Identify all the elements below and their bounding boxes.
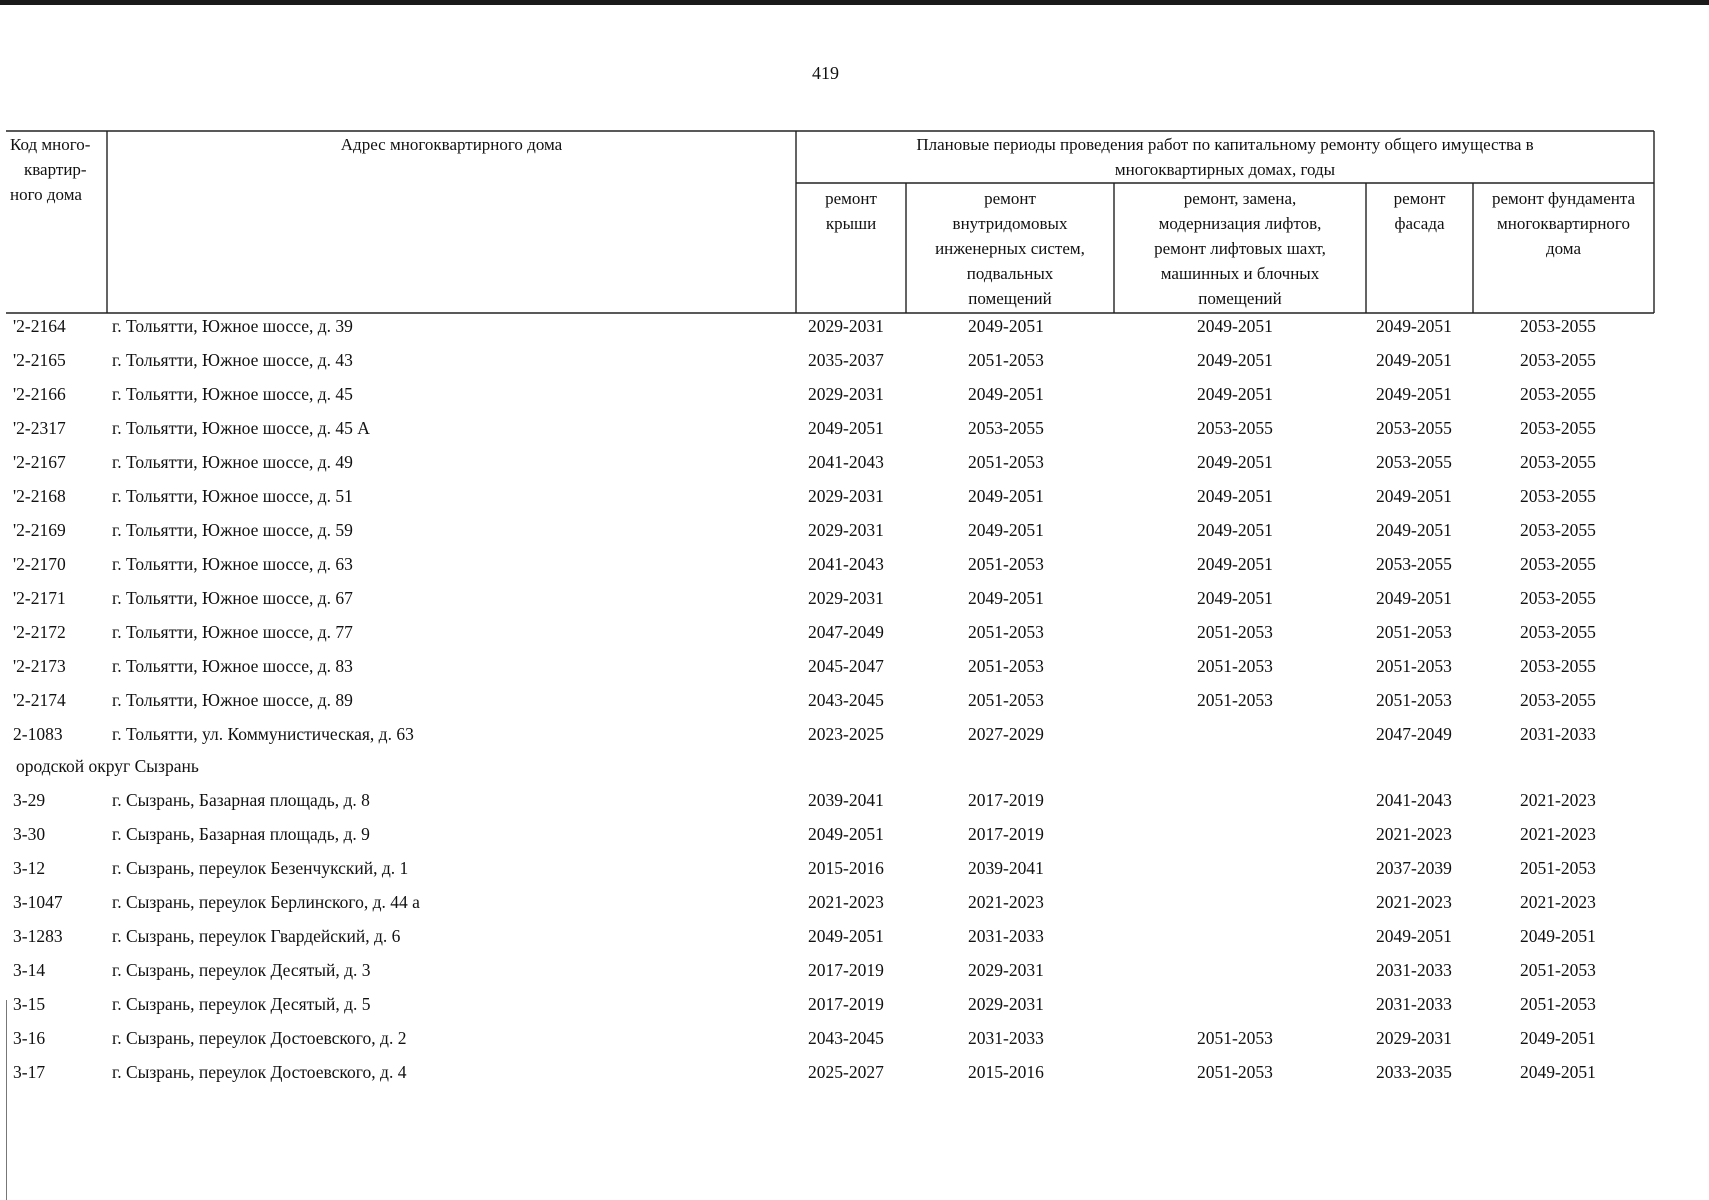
cell-roof: 2021-2023: [808, 892, 884, 912]
cell-foundation: 2049-2051: [1520, 1028, 1596, 1048]
cell-code: '2-2169: [13, 520, 66, 540]
cell-roof: 2029-2031: [808, 384, 884, 404]
header-code-line: Код много-: [10, 135, 91, 154]
cell-engineering: 2051-2053: [968, 622, 1044, 642]
header-engineering-line: инженерных систем,: [935, 239, 1085, 258]
cell-code: 3-30: [13, 824, 46, 844]
cell-lifts: 2053-2055: [1197, 418, 1273, 438]
cell-foundation: 2031-2033: [1520, 724, 1596, 744]
cell-foundation: 2049-2051: [1520, 1062, 1596, 1082]
cell-code: 3-14: [13, 960, 46, 980]
cell-foundation: 2021-2023: [1520, 790, 1596, 810]
cell-lifts: 2049-2051: [1197, 554, 1273, 574]
header-roof: [796, 186, 906, 236]
cell-roof: 2025-2027: [808, 1062, 884, 1082]
cell-code: 3-15: [13, 994, 46, 1014]
cell-lifts: 2049-2051: [1197, 452, 1273, 472]
cell-lifts: 2049-2051: [1197, 316, 1273, 336]
header-facade-line: фасада: [1394, 214, 1445, 233]
cell-address: г. Тольятти, Южное шоссе, д. 49: [112, 452, 353, 472]
section-label: ородской округ Сызрань: [16, 756, 199, 776]
table-row: [0, 1057, 1709, 1087]
cell-code: '2-2166: [13, 384, 66, 404]
cell-address: г. Тольятти, Южное шоссе, д. 67: [112, 588, 353, 608]
cell-roof: 2049-2051: [808, 824, 884, 844]
cell-roof: 2039-2041: [808, 790, 884, 810]
cell-engineering: 2051-2053: [968, 690, 1044, 710]
cell-engineering: 2021-2023: [968, 892, 1044, 912]
cell-facade: 2049-2051: [1376, 350, 1452, 370]
cell-address: г. Тольятти, Южное шоссе, д. 77: [112, 622, 353, 642]
cell-facade: 2031-2033: [1376, 960, 1452, 980]
cell-foundation: 2053-2055: [1520, 690, 1596, 710]
cell-facade: 2021-2023: [1376, 892, 1452, 912]
cell-roof: 2045-2047: [808, 656, 884, 676]
header-code-line: ного дома: [10, 185, 82, 204]
header-lifts-line: ремонт, замена,: [1183, 189, 1297, 208]
cell-engineering: 2017-2019: [968, 824, 1044, 844]
cell-code: '2-2164: [13, 316, 66, 336]
cell-engineering: 2053-2055: [968, 418, 1044, 438]
table-row: [0, 719, 1709, 749]
cell-address: г. Сызрань, переулок Безенчукский, д. 1: [112, 858, 409, 878]
header-foundation-line: ремонт фундамента: [1491, 189, 1636, 208]
cell-facade: 2037-2039: [1376, 858, 1452, 878]
cell-lifts: 2049-2051: [1197, 350, 1273, 370]
cell-address: г. Сызрань, Базарная площадь, д. 9: [112, 824, 370, 844]
table-row: [0, 413, 1709, 443]
header-group-line: Плановые периоды проведения работ по капитальному ремонту общего имущества в: [916, 135, 1534, 154]
cell-address: г. Тольятти, Южное шоссе, д. 63: [112, 554, 353, 574]
header-group-line: многоквартирных домах, годы: [1114, 160, 1336, 179]
cell-facade: 2053-2055: [1376, 452, 1452, 472]
table-row: [0, 549, 1709, 579]
header-code: [10, 132, 106, 207]
cell-code: '2-2167: [13, 452, 66, 472]
cell-address: г. Тольятти, ул. Коммунистическая, д. 63: [112, 724, 414, 744]
cell-roof: 2029-2031: [808, 486, 884, 506]
cell-foundation: 2021-2023: [1520, 892, 1596, 912]
header-lifts: [1114, 186, 1366, 311]
cell-lifts: 2051-2053: [1197, 1062, 1273, 1082]
cell-address: г. Тольятти, Южное шоссе, д. 89: [112, 690, 353, 710]
header-planned-periods: [796, 132, 1654, 182]
cell-engineering: 2031-2033: [968, 1028, 1044, 1048]
table-row: [0, 379, 1709, 409]
cell-foundation: 2053-2055: [1520, 588, 1596, 608]
cell-code: 3-16: [13, 1028, 46, 1048]
cell-address: г. Тольятти, Южное шоссе, д. 43: [112, 350, 353, 370]
cell-code: 2-1083: [13, 724, 63, 744]
table-row: [0, 617, 1709, 647]
header-roof-line: ремонт: [825, 189, 877, 208]
cell-engineering: 2029-2031: [968, 994, 1044, 1014]
cell-facade: 2049-2051: [1376, 486, 1452, 506]
cell-foundation: 2053-2055: [1520, 418, 1596, 438]
table-row: [0, 685, 1709, 715]
header-engineering-line: ремонт: [984, 189, 1036, 208]
cell-foundation: 2053-2055: [1520, 452, 1596, 472]
cell-engineering: 2029-2031: [968, 960, 1044, 980]
header-code-line: квартир-: [24, 160, 87, 179]
table-row: [0, 311, 1709, 341]
header-lifts-line: помещений: [1198, 289, 1282, 308]
cell-address: г. Тольятти, Южное шоссе, д. 45: [112, 384, 353, 404]
cell-facade: 2047-2049: [1376, 724, 1452, 744]
cell-facade: 2049-2051: [1376, 316, 1452, 336]
cell-foundation: 2053-2055: [1520, 656, 1596, 676]
cell-engineering: 2049-2051: [968, 384, 1044, 404]
cell-code: 3-29: [13, 790, 46, 810]
cell-foundation: 2051-2053: [1520, 858, 1596, 878]
header-lifts-line: модернизация лифтов,: [1158, 214, 1322, 233]
cell-lifts: 2049-2051: [1197, 588, 1273, 608]
cell-roof: 2029-2031: [808, 588, 884, 608]
cell-lifts: 2051-2053: [1197, 622, 1273, 642]
table-row: [0, 481, 1709, 511]
cell-address: г. Тольятти, Южное шоссе, д. 51: [112, 486, 353, 506]
cell-code: '2-2172: [13, 622, 66, 642]
cell-facade: 2029-2031: [1376, 1028, 1452, 1048]
cell-address: г. Сызрань, переулок Десятый, д. 3: [112, 960, 371, 980]
cell-address: г. Сызрань, переулок Достоевского, д. 4: [112, 1062, 407, 1082]
header-facade-line: ремонт: [1393, 189, 1446, 208]
cell-lifts: 2051-2053: [1197, 690, 1273, 710]
cell-engineering: 2015-2016: [968, 1062, 1044, 1082]
cell-address: г. Сызрань, переулок Достоевского, д. 2: [112, 1028, 407, 1048]
cell-foundation: 2053-2055: [1520, 554, 1596, 574]
cell-engineering: 2039-2041: [968, 858, 1044, 878]
cell-roof: 2017-2019: [808, 994, 884, 1014]
cell-code: 3-1047: [13, 892, 63, 912]
cell-roof: 2023-2025: [808, 724, 884, 744]
header-engineering-line: подвальных: [966, 264, 1054, 283]
header-foundation-line: многоквартирного: [1497, 214, 1630, 233]
cell-lifts: 2051-2053: [1197, 656, 1273, 676]
cell-engineering: 2051-2053: [968, 554, 1044, 574]
cell-address: г. Тольятти, Южное шоссе, д. 39: [112, 316, 353, 336]
header-address: Адрес многоквартирного дома: [340, 135, 563, 154]
cell-engineering: 2027-2029: [968, 724, 1044, 744]
cell-code: '2-2165: [13, 350, 66, 370]
cell-address: г. Сызрань, переулок Гвардейский, д. 6: [112, 926, 401, 946]
cell-roof: 2047-2049: [808, 622, 884, 642]
cell-roof: 2015-2016: [808, 858, 884, 878]
cell-facade: 2051-2053: [1376, 622, 1452, 642]
cell-lifts: 2051-2053: [1197, 1028, 1273, 1048]
cell-facade: 2053-2055: [1376, 418, 1452, 438]
header-foundation-line: дома: [1545, 239, 1581, 258]
cell-address: г. Тольятти, Южное шоссе, д. 59: [112, 520, 353, 540]
header-roof-line: крыши: [825, 214, 877, 233]
cell-foundation: 2051-2053: [1520, 994, 1596, 1014]
cell-roof: 2041-2043: [808, 554, 884, 574]
cell-engineering: 2031-2033: [968, 926, 1044, 946]
table-row: [0, 785, 1709, 815]
table-row: [0, 921, 1709, 951]
cell-engineering: 2049-2051: [968, 520, 1044, 540]
header-lifts-line: ремонт лифтовых шахт,: [1154, 239, 1326, 258]
cell-engineering: 2051-2053: [968, 452, 1044, 472]
cell-engineering: 2049-2051: [968, 486, 1044, 506]
cell-foundation: 2053-2055: [1520, 316, 1596, 336]
table-row: [0, 1023, 1709, 1053]
cell-foundation: 2053-2055: [1520, 622, 1596, 642]
cell-roof: 2035-2037: [808, 350, 884, 370]
cell-code: '2-2168: [13, 486, 66, 506]
table-row: [0, 853, 1709, 883]
cell-roof: 2029-2031: [808, 316, 884, 336]
cell-engineering: 2017-2019: [968, 790, 1044, 810]
cell-foundation: 2053-2055: [1520, 486, 1596, 506]
header-engineering-line: внутридомовых: [952, 214, 1068, 233]
cell-roof: 2049-2051: [808, 926, 884, 946]
cell-lifts: 2049-2051: [1197, 486, 1273, 506]
table-row: [0, 583, 1709, 613]
table-row: [0, 651, 1709, 681]
cell-foundation: 2053-2055: [1520, 350, 1596, 370]
cell-roof: 2017-2019: [808, 960, 884, 980]
cell-facade: 2021-2023: [1376, 824, 1452, 844]
cell-facade: 2053-2055: [1376, 554, 1452, 574]
cell-foundation: 2049-2051: [1520, 926, 1596, 946]
header-engineering: [906, 186, 1114, 311]
cell-roof: 2043-2045: [808, 690, 884, 710]
cell-address: г. Сызрань, Базарная площадь, д. 8: [112, 790, 370, 810]
cell-engineering: 2051-2053: [968, 350, 1044, 370]
cell-address: г. Тольятти, Южное шоссе, д. 45 А: [112, 418, 370, 438]
cell-code: 3-12: [13, 858, 46, 878]
cell-facade: 2031-2033: [1376, 994, 1452, 1014]
header-foundation: [1473, 186, 1654, 261]
cell-facade: 2049-2051: [1376, 520, 1452, 540]
cell-facade: 2049-2051: [1376, 926, 1452, 946]
cell-address: г. Сызрань, переулок Берлинского, д. 44 а: [112, 892, 420, 912]
cell-foundation: 2051-2053: [1520, 960, 1596, 980]
cell-code: 3-17: [13, 1062, 46, 1082]
header-lifts-line: машинных и блочных: [1160, 264, 1320, 283]
table-row: [0, 989, 1709, 1019]
cell-facade: 2049-2051: [1376, 384, 1452, 404]
cell-facade: 2051-2053: [1376, 656, 1452, 676]
cell-foundation: 2021-2023: [1520, 824, 1596, 844]
table-row: [0, 515, 1709, 545]
cell-roof: 2043-2045: [808, 1028, 884, 1048]
cell-code: 3-1283: [13, 926, 63, 946]
cell-roof: 2041-2043: [808, 452, 884, 472]
header-engineering-line: помещений: [968, 289, 1052, 308]
cell-facade: 2051-2053: [1376, 690, 1452, 710]
cell-lifts: 2049-2051: [1197, 384, 1273, 404]
cell-code: '2-2317: [13, 418, 66, 438]
cell-foundation: 2053-2055: [1520, 520, 1596, 540]
cell-foundation: 2053-2055: [1520, 384, 1596, 404]
cell-code: '2-2171: [13, 588, 66, 608]
table-row: [0, 819, 1709, 849]
cell-facade: 2049-2051: [1376, 588, 1452, 608]
header-facade: [1366, 186, 1473, 236]
table-row: [0, 955, 1709, 985]
cell-engineering: 2049-2051: [968, 316, 1044, 336]
cell-roof: 2049-2051: [808, 418, 884, 438]
table-row: [0, 447, 1709, 477]
table-row: [0, 345, 1709, 375]
cell-code: '2-2173: [13, 656, 66, 676]
cell-roof: 2029-2031: [808, 520, 884, 540]
cell-facade: 2033-2035: [1376, 1062, 1452, 1082]
table-row: [0, 887, 1709, 917]
cell-address: г. Тольятти, Южное шоссе, д. 83: [112, 656, 353, 676]
cell-engineering: 2049-2051: [968, 588, 1044, 608]
cell-facade: 2041-2043: [1376, 790, 1452, 810]
cell-code: '2-2174: [13, 690, 66, 710]
cell-address: г. Сызрань, переулок Десятый, д. 5: [112, 994, 371, 1014]
cell-engineering: 2051-2053: [968, 656, 1044, 676]
cell-lifts: 2049-2051: [1197, 520, 1273, 540]
cell-code: '2-2170: [13, 554, 66, 574]
page-number: 419: [812, 63, 839, 83]
